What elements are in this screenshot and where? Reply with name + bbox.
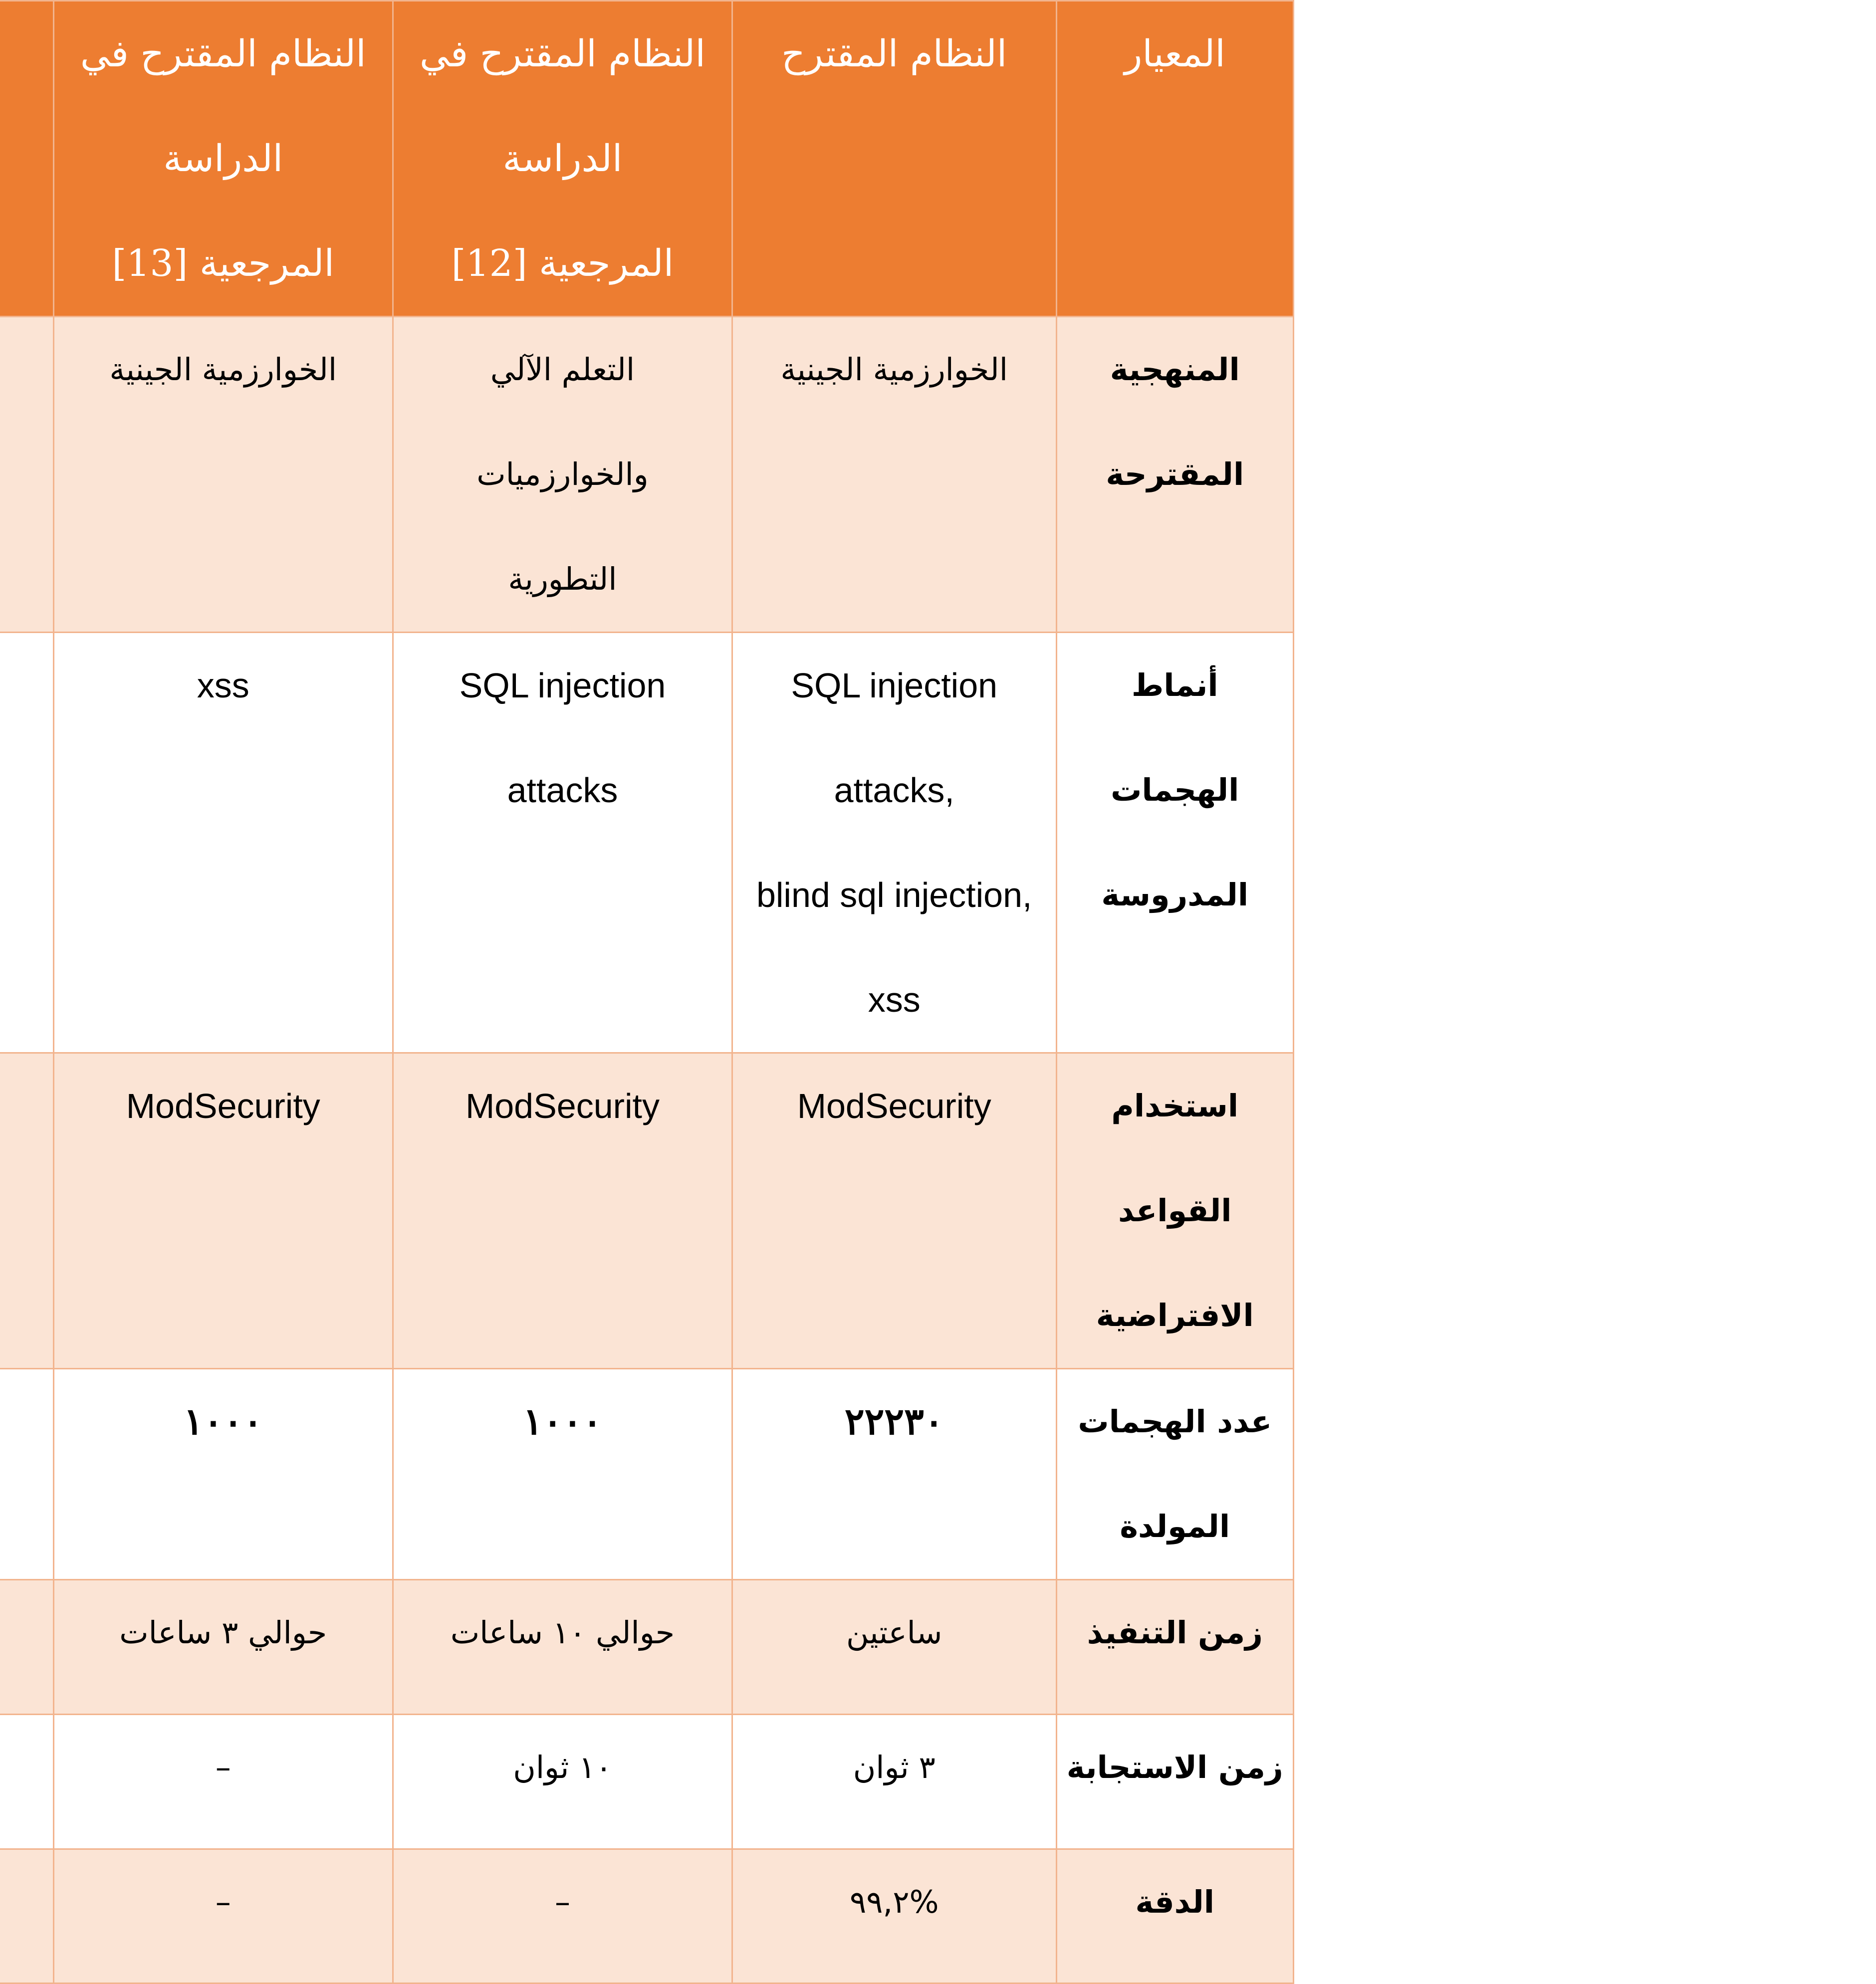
ref13-cell: xss: [53, 633, 393, 1053]
header-reference-13: النظام المقترح في الدراسة المرجعية [13]: [53, 1, 393, 317]
proposed-cell: ٣ ثوان: [732, 1715, 1056, 1849]
ref14-cell: [0, 1715, 53, 1849]
table-header-row: [0, 1, 1294, 317]
header-reference-14: [0, 1, 53, 317]
header-criterion: المعيار: [1056, 1, 1293, 317]
ref13-cell: –: [53, 1715, 393, 1849]
header-proposed-system: النظام المقترح: [732, 1, 1056, 317]
proposed-cell: ModSecurity: [732, 1053, 1056, 1369]
criterion-cell: استخدام القواعد الافتراضية: [1056, 1053, 1293, 1369]
ref12-cell: التعلم الآلي والخوارزميات التطورية: [393, 317, 732, 633]
ref12-cell: SQL injection attacks: [393, 633, 732, 1053]
ref12-cell: ١٠٠٠: [393, 1369, 732, 1580]
ref13-cell: الخوارزمية الجينية: [53, 317, 393, 633]
ref12-cell: ١٠ ثوان: [393, 1715, 732, 1849]
table-row-default-rules: [0, 1053, 1294, 1369]
ref13-cell: حوالي ٣ ساعات: [53, 1580, 393, 1715]
proposed-cell: ساعتين: [732, 1580, 1056, 1715]
ref14-cell: [0, 1849, 53, 1984]
criterion-cell: المنهجية المقترحة: [1056, 317, 1293, 633]
ref13-cell: ١٠٠٠: [53, 1369, 393, 1580]
ref14-cell: [0, 633, 53, 1053]
ref14-cell: [0, 1369, 53, 1580]
ref13-cell: –: [53, 1849, 393, 1984]
table-row-generated-attacks: [0, 1369, 1294, 1580]
ref13-cell: ModSecurity: [53, 1053, 393, 1369]
table-row-methodology: [0, 317, 1294, 633]
criterion-cell: أنماط الهجمات المدروسة: [1056, 633, 1293, 1053]
criterion-cell: الدقة: [1056, 1849, 1293, 1984]
table-row-response-time: [0, 1715, 1294, 1849]
ref14-cell: [0, 1580, 53, 1715]
table-row-execution-time: [0, 1580, 1294, 1715]
header-reference-12: النظام المقترح في الدراسة المرجعية [12]: [393, 1, 732, 317]
criterion-cell: زمن التنفيذ: [1056, 1580, 1293, 1715]
ref12-cell: –: [393, 1849, 732, 1984]
proposed-cell: ٢٢٢٣٠: [732, 1369, 1056, 1580]
criterion-cell: زمن الاستجابة: [1056, 1715, 1293, 1849]
proposed-cell: الخوارزمية الجينية: [732, 317, 1056, 633]
proposed-cell: SQL injection attacks, blind sql injection, xss: [732, 633, 1056, 1053]
proposed-cell: %٩٩,٢: [732, 1849, 1056, 1984]
criterion-cell: عدد الهجمات المولدة: [1056, 1369, 1293, 1580]
table-row-accuracy: [0, 1849, 1294, 1984]
ref14-cell: [0, 1053, 53, 1369]
table-row-attack-types: [0, 633, 1294, 1053]
ref14-cell: [0, 317, 53, 633]
ref12-cell: ModSecurity: [393, 1053, 732, 1369]
ref12-cell: حوالي ١٠ ساعات: [393, 1580, 732, 1715]
